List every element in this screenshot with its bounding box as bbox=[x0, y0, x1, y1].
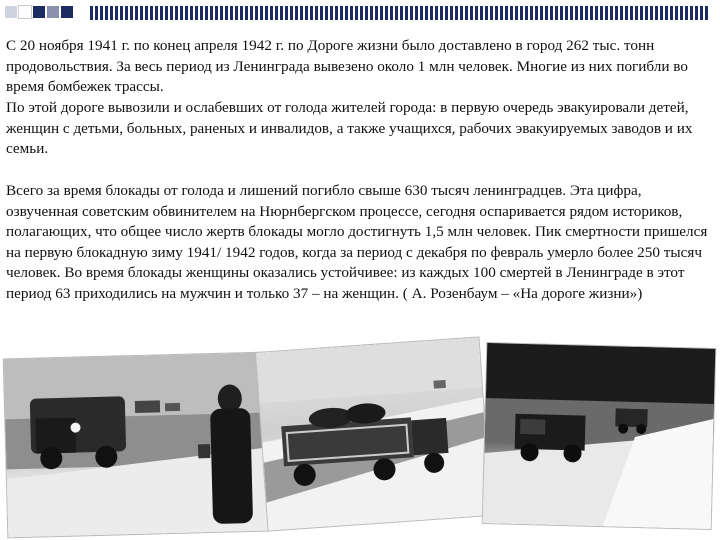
decor-stripes bbox=[90, 6, 710, 20]
decor-square bbox=[46, 5, 60, 19]
photo-trucks-on-frozen-lake bbox=[483, 343, 716, 529]
photo-loaded-truck-convoy bbox=[256, 337, 491, 530]
decor-square bbox=[4, 5, 18, 19]
paragraph-road-of-life: С 20 ноября 1941 г. по конец апреля 1942 г. по Дороге жизни было доставлено в город 262 тыс. тонн продовольствия. За весь период из Ленинграда вывезено около 1 млн человек. Многие из них погибли во время бомбежек трассы. bbox=[6, 37, 688, 96]
header-decoration bbox=[0, 0, 720, 24]
paragraph-victims: Всего за время блокады от голода и лишений погибло свыше 630 тысяч ленинградцев. Эта цифра, озвученная советским обвинителем на Нюрнбергском процессе, сегодня оспаривается рядом историков, полагающих, что общее число жертв блокады могло достигнуть 1,5 млн человек. Пик смертности пришелся на первую блокадную зиму 1941/ 1942 годов, когда за период с декабря по февраль умерло более 250 тысяч человек. Во время блокады женщины оказались устойчивее: из каждых 100 смертей в Ленинграде в этот период 63 приходились на мужчин и только 37 – на женщин. ( А. Розенбаум – «На дороге жизни») bbox=[6, 182, 708, 302]
decor-square bbox=[18, 5, 32, 19]
photo-truck-on-ice-with-soldier bbox=[4, 353, 269, 538]
decor-square bbox=[60, 5, 74, 19]
paragraph-evacuation: По этой дороге вывозили и ослабевших от голода жителей города: в первую очередь эвакуировали детей, женщин с детьми, больных, раненых и инвалидов, а также учащихся, рабочих эвакуируемых заводов и их семьи. bbox=[6, 99, 693, 158]
decor-square bbox=[32, 5, 46, 19]
